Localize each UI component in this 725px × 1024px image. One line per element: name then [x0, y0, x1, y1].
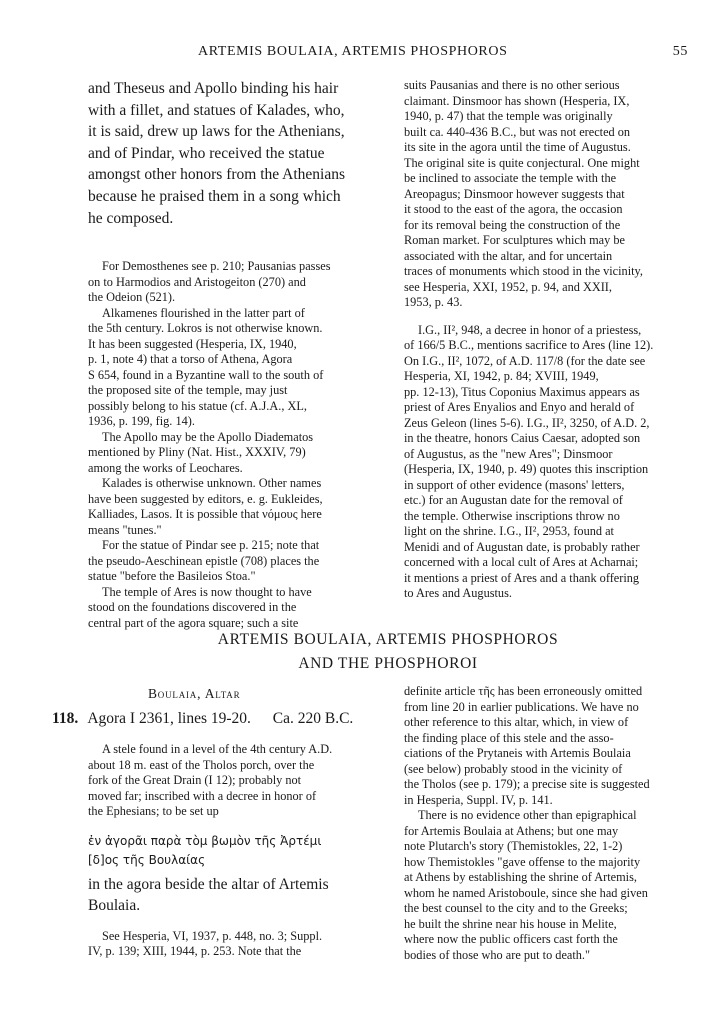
- note-definite-article: definite article τῆς has been erroneously omitted from line 20 in earlier publications. We have no other reference to this altar, which, in view of the finding place of this stele and the asso- ciations of the Prytaneis with Artemis Boulaia (see below) probably stood in the vicinity of the Tholos (see p. 179); a precise site is suggested in Hesperia, Suppl. IV, p. 141.: [404, 684, 650, 807]
- section-title-line1: ARTEMIS BOULAIA, ARTEMIS PHOSPHOROS: [217, 631, 559, 648]
- note-ares-temple: The temple of Ares is now thought to have stood on the foundations discovered in the central part of the agora square; such a site: [88, 584, 312, 630]
- note-demosthenes: For Demosthenes see p. 210; Pausanias passes on to Harmodios and Aristogeiton (270) and the Odeion (521).: [88, 259, 331, 305]
- note-pindar: For the statue of Pindar see p. 215; note that the pseudo-Aeschinean epistle (708) places the statue "before the Basileios Stoa.": [88, 538, 320, 584]
- right-column: [404, 78, 694, 602]
- left-column: [88, 78, 388, 631]
- entry-heading: [52, 710, 353, 728]
- note-alkamenes: Alkamenes flourished in the latter part of the 5th century. Lokros is not otherwise known. It has been suggested (Hesperia, IX, 1940, p. 1, note 4) that a torso of Athena, Agora S 654, found in a Byzantine wall to the south of the proposed site of the temple, may just possibly belong to his statue (cf. A.J.A., XL, 1936, p. 199, fig. 14).: [88, 305, 324, 429]
- stele-description: A stele found in a level of the 4th century A.D. about 18 m. east of the Tholos porch, over the fork of the Great Drain (I 12); probably not moved far; inscribed with a decree in honor of the Ephesians; to be set up: [88, 742, 333, 818]
- lower-right-column: [404, 684, 694, 963]
- note-inscriptions: I.G., II², 948, a decree in honor of a priestess, of 166/5 B.C., mentions sacrifice to Ares (line 12). On I.G., II², 1072, of A.D. 117/8 (for the date see Hesperia, XI, 1942, p. 84; XVIII, 1949, pp. 12-13), Titus Coponius Maximus appears as priest of Ares Enyalios and Enyo and herald of Zeus Geleon (lines 5-6). I.G., II², 3250, of A.D. 2, in the theatre, honors Caius Caesar, adopted son of Augustus, as the "new Ares"; Dinsmoor (Hesperia, IX, 1940, p. 49) quotes this inscription in support of other evidence (masons' letters, etc.) for an Augustan date for the removal of the temple. Otherwise inscriptions throw no light on the shrine. I.G., II², 2953, found at Menidi and of Augustan date, is probably rather concerned with a local cult of Ares at Acharnai; it mentions a priest of Ares and a thank offering to Ares and Augustus.: [404, 322, 654, 600]
- subheading: Boulaia, Altar: [148, 686, 241, 701]
- entry-number: 118.: [52, 710, 79, 727]
- page-number: 55: [672, 44, 688, 59]
- note-kalades: Kalades is otherwise unknown. Other names have been suggested by editors, e. g. Eukleides, Kalliades, Lasos. It is possible that νόμους here means "tunes.": [88, 476, 323, 537]
- entry-date: Ca. 220 B.C.: [272, 710, 354, 727]
- running-title: ARTEMIS BOULAIA, ARTEMIS PHOSPHOROS: [198, 44, 508, 59]
- note-apollo: The Apollo may be the Apollo Diadematos mentioned by Pliny (Nat. Hist., XXXIV, 79) among the works of Leochares.: [88, 429, 314, 475]
- note-dinsmoor: suits Pausanias and there is no other serious claimant. Dinsmoor has shown (Hesperia, IX, 1940, p. 47) that the temple was originally built ca. 440-436 B.C., but was not erected on its site in the agora until the time of Augustus. The original site is quite conjectural. One might be inclined to associate the temple with the Areopagus; Dinsmoor however suggests that it stood to the east of the agora, the occasion for its removal being the construction of the Roman market. For sculptures which may be associated with the altar, and for uncertain traces of monuments which stood in the vicinity, see Hesperia, XXI, 1952, p. 94, and XXII, 1953, p. 43.: [404, 78, 643, 309]
- testimony-text: and Theseus and Apollo binding his hair with a fillet, and statues of Kalades, who, it is said, drew up laws for the Athenians, and of Pindar, who received the statue amongst other honors from the Athenians because he praised them in a song which he composed.: [88, 80, 345, 227]
- translation-text: in the agora beside the altar of Artemis Boulaia.: [88, 875, 329, 915]
- section-title: [88, 628, 688, 676]
- note-plutarch: There is no evidence other than epigraphical for Artemis Boulaia at Athens; but one may note Plutarch's story (Themistokles, 22, 1-2) how Themistokles "gave offense to the majority at Athens by establishing the shrine of Artemis, whom he named Aristoboule, since she had given the best counsel to the city and to the Greeks; he built the shrine near his house in Melite, where now the public officers cast forth the bodies of those who are put to death.": [404, 808, 648, 962]
- lower-left-column: [88, 742, 368, 960]
- section-title-line2: AND THE PHOSPHOROI: [298, 655, 478, 672]
- greek-inscription: ἐν ἀγορᾶι παρὰ τὸμ βωμὸν τῆς Ἀρτέμι [δ]ος τῆς Βουλαίας: [88, 833, 322, 867]
- entry-reference: Agora I 2361, lines 19-20.: [87, 710, 251, 727]
- bibliography-reference: See Hesperia, VI, 1937, p. 448, no. 3; Suppl. IV, p. 139; XIII, 1944, p. 253. Note that the: [88, 928, 323, 959]
